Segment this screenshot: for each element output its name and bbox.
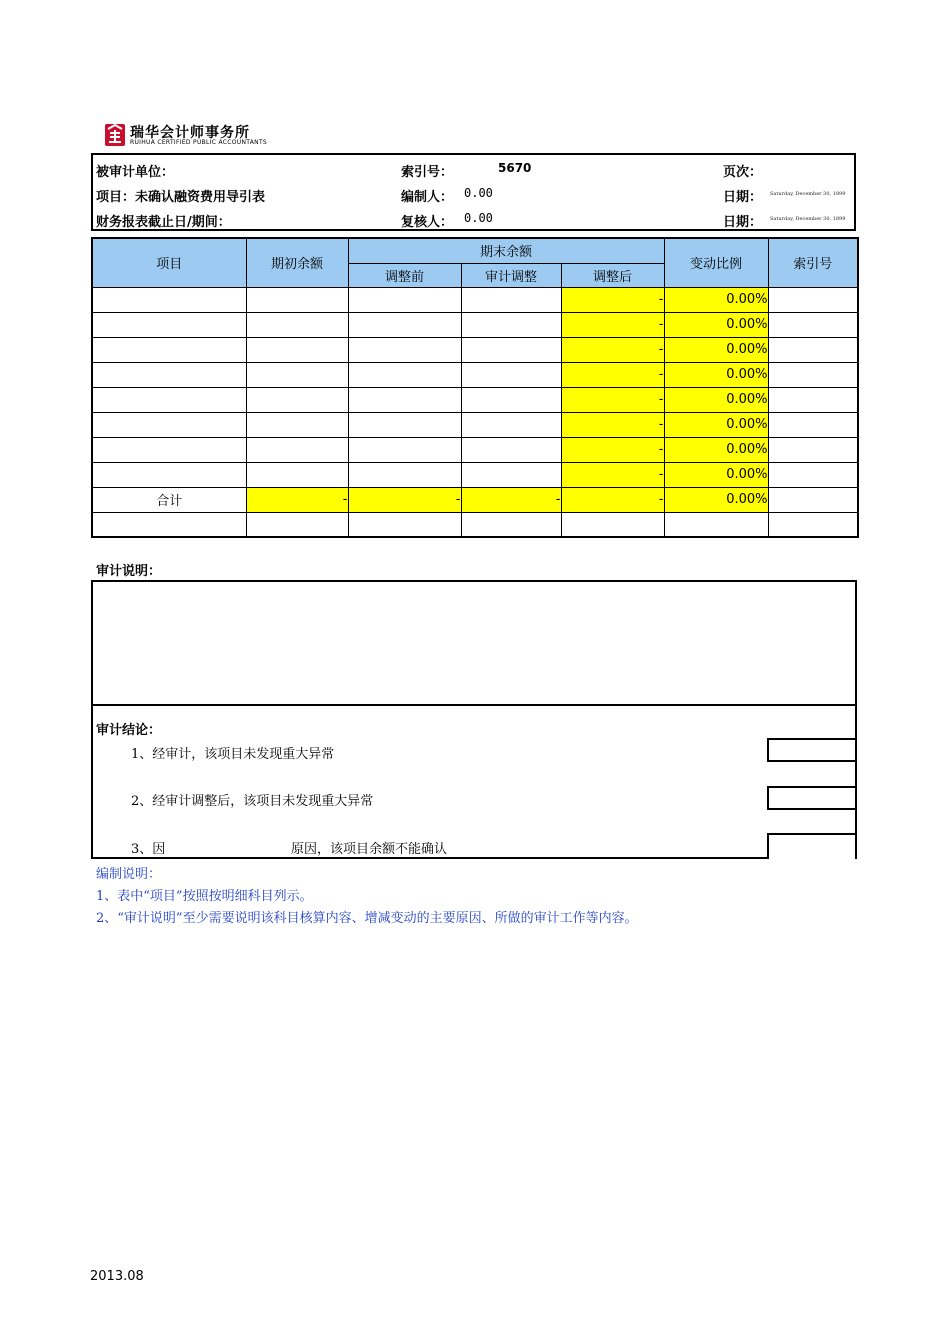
total-before-adj[interactable]: - [348, 487, 461, 512]
reviewer-value: 0.00 [464, 211, 493, 225]
cell-audit-adj[interactable] [461, 362, 561, 387]
conclusion-checkbox-3[interactable] [767, 833, 857, 859]
col-header-before-adj: 调整前 [348, 263, 461, 287]
col-header-closing-group: 期末余额 [348, 238, 664, 263]
notes-line-2: 2、“审计说明”至少需要说明该科目核算内容、增减变动的主要原因、所做的审计工作等内容。 [96, 911, 638, 926]
table-row [92, 287, 858, 312]
table-row [92, 437, 858, 462]
cell-index[interactable] [768, 512, 858, 537]
conclusion-item-1: 1、经审计，该项目未发现重大异常 [131, 747, 335, 762]
cell-after-adj[interactable]: - [561, 337, 664, 362]
reviewer-label: 复核人： [401, 215, 454, 230]
logo-name-en: RUIHUA CERTIFIED PUBLIC ACCOUNTANTS [130, 139, 268, 146]
audit-description-area[interactable] [91, 580, 857, 706]
ruihua-logo-icon [104, 121, 126, 147]
col-header-item: 项目 [92, 238, 246, 287]
table-row-blank [92, 512, 858, 537]
cell-after-adj[interactable]: - [561, 462, 664, 487]
cell-index[interactable] [768, 462, 858, 487]
cell-after-adj[interactable]: - [561, 387, 664, 412]
index-value: 5670 [498, 161, 532, 175]
date2-value: Saturday, December 30, 1899 [770, 216, 846, 222]
cell-change-ratio[interactable]: 0.00% [664, 312, 768, 337]
cell-before-adj[interactable] [348, 312, 461, 337]
cell-after-adj[interactable]: - [561, 312, 664, 337]
total-after-adj[interactable]: - [561, 487, 664, 512]
cell-before-adj[interactable] [348, 437, 461, 462]
cell-change-ratio[interactable]: 0.00% [664, 387, 768, 412]
total-audit-adj[interactable]: - [461, 487, 561, 512]
cell-index[interactable] [768, 312, 858, 337]
cell-audit-adj[interactable] [461, 287, 561, 312]
cell-opening[interactable] [246, 362, 348, 387]
cell-audit-adj[interactable] [461, 312, 561, 337]
version-footer: 2013.08 [90, 1269, 144, 1284]
table-row [92, 362, 858, 387]
notes-title: 编制说明： [96, 867, 162, 882]
cell-before-adj[interactable] [348, 512, 461, 537]
table-row [92, 412, 858, 437]
conclusion-item-3-suffix: 原因，该项目余额不能确认 [291, 842, 448, 857]
header-info-box [91, 153, 856, 231]
cell-item[interactable] [92, 387, 246, 412]
cell-change-ratio[interactable] [664, 512, 768, 537]
cell-item[interactable] [92, 362, 246, 387]
cell-before-adj[interactable] [348, 337, 461, 362]
total-label: 合计 [92, 487, 246, 512]
cell-item[interactable] [92, 437, 246, 462]
cell-opening[interactable] [246, 312, 348, 337]
company-logo [104, 121, 294, 149]
total-index[interactable] [768, 487, 858, 512]
audit-description-label: 审计说明： [96, 564, 162, 579]
cell-audit-adj[interactable] [461, 462, 561, 487]
conclusion-item-2: 2、经审计调整后，该项目未发现重大异常 [131, 794, 374, 809]
preparer-value: 0.00 [464, 186, 493, 200]
cell-item[interactable] [92, 512, 246, 537]
audit-conclusion-label: 审计结论： [96, 723, 162, 738]
cell-after-adj[interactable] [561, 512, 664, 537]
cell-audit-adj[interactable] [461, 387, 561, 412]
cell-before-adj[interactable] [348, 462, 461, 487]
cell-item[interactable] [92, 287, 246, 312]
cell-audit-adj[interactable] [461, 337, 561, 362]
cell-after-adj[interactable]: - [561, 362, 664, 387]
notes-line-1: 1、表中“项目”按照按明细科目列示。 [96, 889, 313, 904]
col-header-change-ratio: 变动比例 [664, 238, 768, 287]
table-row [92, 387, 858, 412]
cell-item[interactable] [92, 412, 246, 437]
cell-audit-adj[interactable] [461, 412, 561, 437]
guide-table [91, 237, 859, 538]
total-row [92, 487, 858, 512]
project-label: 项目：未确认融资费用导引表 [96, 190, 266, 205]
cell-opening[interactable] [246, 387, 348, 412]
cell-change-ratio[interactable]: 0.00% [664, 412, 768, 437]
cell-change-ratio[interactable]: 0.00% [664, 337, 768, 362]
cell-change-ratio[interactable]: 0.00% [664, 462, 768, 487]
cell-item[interactable] [92, 312, 246, 337]
cell-before-adj[interactable] [348, 287, 461, 312]
cell-index[interactable] [768, 362, 858, 387]
cell-opening[interactable] [246, 512, 348, 537]
total-change-ratio[interactable]: 0.00% [664, 487, 768, 512]
cell-audit-adj[interactable] [461, 512, 561, 537]
cell-change-ratio[interactable]: 0.00% [664, 437, 768, 462]
cell-after-adj[interactable]: - [561, 437, 664, 462]
date1-label: 日期： [723, 190, 763, 205]
date1-value: Saturday, December 30, 1899 [770, 191, 846, 197]
col-header-after-adj: 调整后 [561, 263, 664, 287]
cell-opening[interactable] [246, 437, 348, 462]
col-header-index: 索引号 [768, 238, 858, 287]
col-header-audit-adj: 审计调整 [461, 263, 561, 287]
cell-index[interactable] [768, 287, 858, 312]
cell-item[interactable] [92, 337, 246, 362]
conclusion-checkbox-2[interactable] [767, 786, 857, 810]
cell-after-adj[interactable]: - [561, 412, 664, 437]
preparer-label: 编制人： [401, 190, 454, 205]
audited-unit-label: 被审计单位： [96, 165, 175, 180]
cell-index[interactable] [768, 437, 858, 462]
cell-before-adj[interactable] [348, 362, 461, 387]
conclusion-item-3-prefix: 3、因 [131, 842, 166, 857]
logo-name-cn: 瑞华会计师事务所 [130, 125, 250, 141]
cell-after-adj[interactable]: - [561, 287, 664, 312]
table-row [92, 462, 858, 487]
cell-before-adj[interactable] [348, 387, 461, 412]
cell-opening[interactable] [246, 287, 348, 312]
cell-change-ratio[interactable]: 0.00% [664, 362, 768, 387]
cell-item[interactable] [92, 462, 246, 487]
cell-opening[interactable] [246, 462, 348, 487]
index-label: 索引号： [401, 165, 454, 180]
cell-before-adj[interactable] [348, 412, 461, 437]
audit-conclusion-box [91, 704, 857, 859]
cell-index[interactable] [768, 337, 858, 362]
col-header-opening: 期初余额 [246, 238, 348, 287]
cell-audit-adj[interactable] [461, 437, 561, 462]
cell-change-ratio[interactable]: 0.00% [664, 287, 768, 312]
cell-index[interactable] [768, 387, 858, 412]
conclusion-checkbox-1[interactable] [767, 738, 857, 762]
table-row [92, 312, 858, 337]
cell-index[interactable] [768, 412, 858, 437]
cell-opening[interactable] [246, 337, 348, 362]
report-date-label: 财务报表截止日/期间： [96, 215, 231, 230]
date2-label: 日期： [723, 215, 763, 230]
page-label: 页次： [723, 165, 763, 180]
cell-opening[interactable] [246, 412, 348, 437]
table-row [92, 337, 858, 362]
total-opening[interactable]: - [246, 487, 348, 512]
